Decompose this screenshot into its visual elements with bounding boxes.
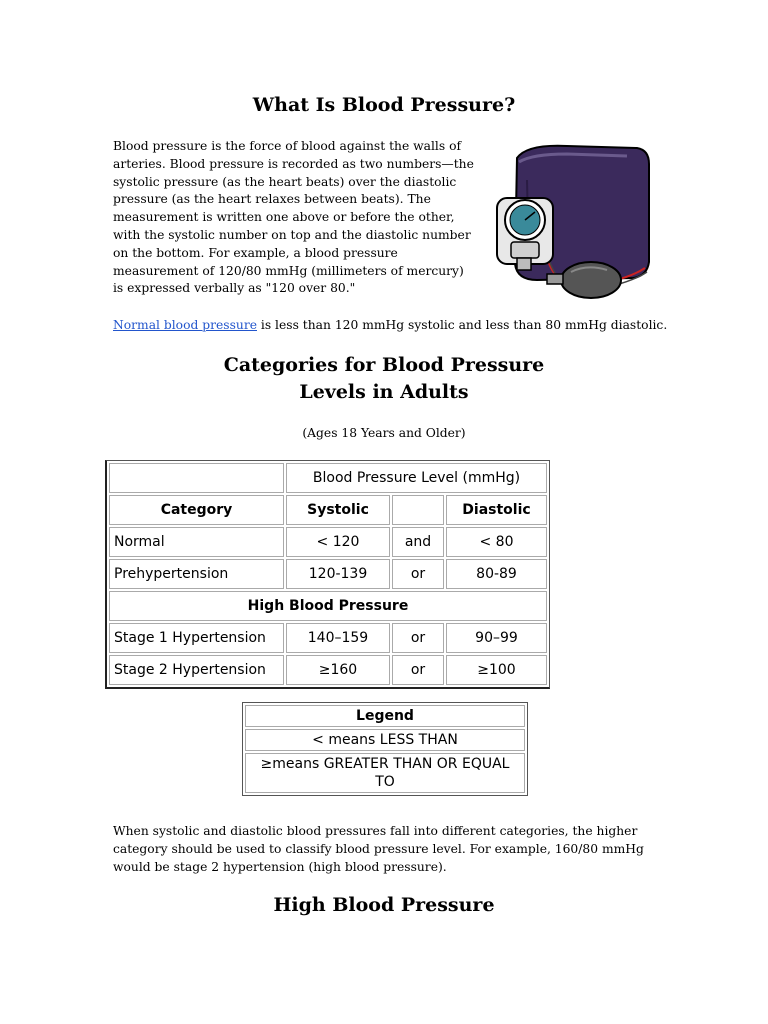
table-row — [109, 527, 547, 557]
table-cell-empty — [109, 463, 284, 493]
systolic-header: Systolic — [286, 495, 390, 525]
table-cell-empty — [392, 495, 444, 525]
table-row — [245, 705, 525, 727]
diastolic-cell: 90–99 — [446, 623, 547, 653]
table-row — [109, 655, 547, 685]
systolic-cell: 140–159 — [286, 623, 390, 653]
diastolic-cell: 80-89 — [446, 559, 547, 589]
category-cell: Stage 2 Hypertension — [109, 655, 284, 685]
table-row — [109, 463, 547, 493]
join-cell: or — [392, 623, 444, 653]
bp-level-header: Blood Pressure Level (mmHg) — [286, 463, 547, 493]
ages-note: (Ages 18 Years and Older) — [302, 426, 466, 440]
normal-bp-text: is less than 120 mmHg systolic and less than 80 mmHg diastolic. — [257, 318, 668, 332]
categories-heading-line-2: Levels in Adults — [299, 381, 469, 403]
diastolic-header: Diastolic — [446, 495, 547, 525]
legend-less-than: < means LESS THAN — [245, 729, 525, 751]
diastolic-cell: < 80 — [446, 527, 547, 557]
high-bp-section-header: High Blood Pressure — [109, 591, 547, 621]
table-row — [109, 559, 547, 589]
classification-paragraph: When systolic and diastolic blood pressures fall into different categories, the higher category should be used to classify blood pressure level. For example, 160/80 mmHg would be stage 2 hypertension (high blood pressure). — [113, 824, 644, 874]
legend-table — [242, 702, 528, 796]
normal-bp-line — [113, 316, 673, 334]
diastolic-cell: ≥100 — [446, 655, 547, 685]
blood-pressure-table — [105, 460, 550, 689]
category-cell: Normal — [109, 527, 284, 557]
join-cell: and — [392, 527, 444, 557]
table-row — [109, 495, 547, 525]
join-cell: or — [392, 559, 444, 589]
systolic-cell: ≥160 — [286, 655, 390, 685]
high-bp-heading: High Blood Pressure — [273, 894, 495, 916]
join-cell: or — [392, 655, 444, 685]
page-title: What Is Blood Pressure? — [252, 94, 516, 116]
categories-heading-line-1: Categories for Blood Pressure — [223, 354, 545, 376]
blood-pressure-cuff-image — [487, 140, 655, 305]
normal-blood-pressure-link[interactable]: Normal blood pressure — [113, 318, 257, 332]
categories-heading — [0, 352, 768, 406]
category-cell: Stage 1 Hypertension — [109, 623, 284, 653]
table-row — [109, 591, 547, 621]
systolic-cell: 120-139 — [286, 559, 390, 589]
legend-greater-equal: ≥means GREATER THAN OR EQUAL TO — [245, 753, 525, 793]
category-cell: Prehypertension — [109, 559, 284, 589]
table-row — [245, 729, 525, 751]
legend-title: Legend — [245, 705, 525, 727]
category-header: Category — [109, 495, 284, 525]
table-row — [109, 623, 547, 653]
systolic-cell: < 120 — [286, 527, 390, 557]
intro-paragraph: Blood pressure is the force of blood against the walls of arteries. Blood pressure is recorded as two numbers—the systolic pressure (as the heart beats) over the diastolic pressure (as the heart relaxes between beats). The measurement is written one above or before the other, with the systolic number on top and the diastolic number on the bottom. For example, a blood pressure measurement of 120/80 mmHg (millimeters of mercury) is expressed verbally as "120 over 80." — [113, 139, 474, 296]
table-row — [245, 753, 525, 793]
